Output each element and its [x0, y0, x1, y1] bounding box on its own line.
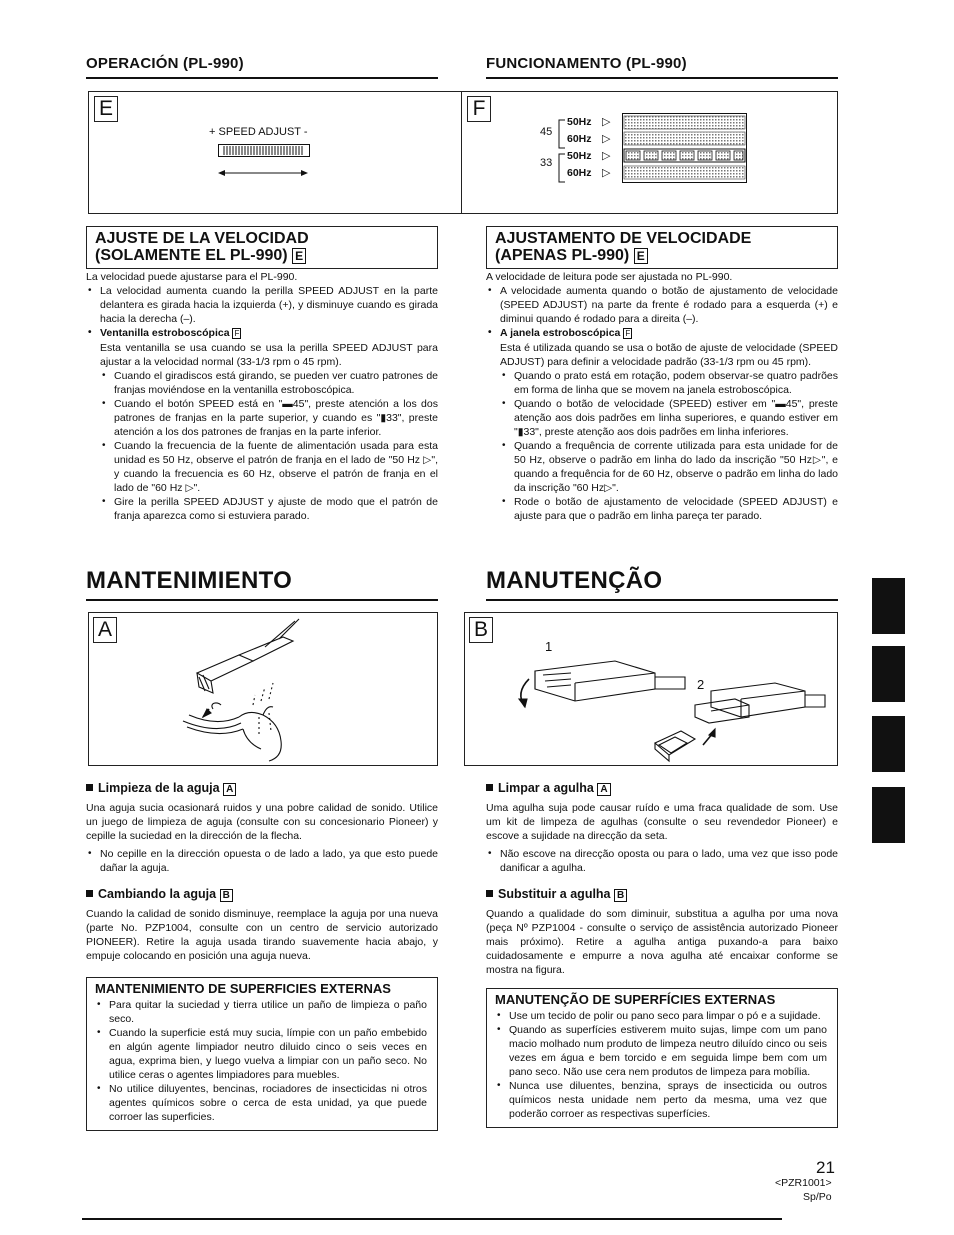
- hz-label-1: 50Hz: [567, 116, 592, 128]
- pt-speed-bullet: • A velocidade aumenta quando o botão de ajustamento de velocidade (SPEED ADJUST) na parte da frente é rodado para a esquerda (+) e diminui quando é rodado para a direita (–).: [486, 284, 838, 326]
- es-clean-bullet: • No cepille en la dirección opuesta o de lado a lado, ya que esto puede dañar la aguja.: [86, 847, 438, 875]
- es-speed-heading-line1: AJUSTE DE LA VELOCIDAD: [95, 230, 309, 247]
- es-strobe-text: Esta ventanilla se usa cuando se usa la perilla SPEED ADJUST para ajustar a la velocidad normal (33-1/3 rpm o 45 rpm).: [100, 342, 438, 368]
- figure-e-tag: E: [94, 96, 118, 122]
- es-speed-heading: [86, 226, 438, 269]
- stylus-cleaning-illustration: [169, 617, 369, 763]
- arrow-icon: ▷: [602, 167, 611, 179]
- document-code: <PZR1001>: [775, 1177, 832, 1189]
- es-speed-heading-line2: (SOLAMENTE EL PL-990) E: [95, 247, 429, 265]
- speed-45-label: 45: [540, 126, 553, 138]
- es-maintenance-rule: [86, 599, 438, 601]
- pt-change-heading: Substituir a agulha B: [486, 887, 838, 903]
- figure-ref-e: E: [634, 248, 648, 264]
- es-external-title: MANTENIMIENTO DE SUPERFICIES EXTERNAS: [95, 981, 391, 996]
- pt-external-item: • Nunca use diluentes, benzina, sprays de insecticida ou outros químicos nesta unidade nem perto da mesma, uma vez que poderão corroer as respectivas superfícies.: [495, 1079, 827, 1121]
- speed-brackets: [555, 118, 567, 184]
- speed-adjust-knob-icon: [218, 143, 310, 179]
- pt-maintenance-body: [486, 781, 838, 977]
- pt-external-item: • Quando as superfícies estiverem muito sujas, limpe com um pano macio molhado num produto de limpeza neutro diluído cinco ou seis vezes em água e bem torcido e em seguida limpe bem com um pano seco. Não use cera nem produtos de limpeza para mobília.: [495, 1023, 827, 1079]
- pt-speed-intro: A velocidade de leitura pode ser ajustada no PL-990.: [486, 271, 733, 283]
- pt-speed-heading: [486, 226, 838, 269]
- pt-strobe-item: • Rode o botão de ajustamento de velocidade (SPEED ADJUST) e ajuste para que o padrão em linha pareça ter parado.: [486, 495, 838, 523]
- figure-divider: [461, 92, 462, 213]
- figure-a-panel: [88, 612, 438, 766]
- figure-b-panel: [464, 612, 838, 766]
- figure-ref-f: F: [234, 329, 240, 338]
- es-strobe-item: • Cuando el giradiscos está girando, se pueden ver cuatro patrones de franjas moviéndose en la ventanilla estroboscópica.: [86, 369, 438, 397]
- es-strobe-label: • Ventanilla estroboscópica F: [86, 326, 438, 341]
- es-strobe-item: • Gire la perilla SPEED ADJUST y ajuste de modo que el patrón de franja aparezca como si estuviera parado.: [86, 495, 438, 523]
- header-right-title: FUNCIONAMENTO (PL-990): [486, 55, 687, 72]
- es-maintenance-title: MANTENIMIENTO: [86, 567, 293, 594]
- pt-change-text: Quando a qualidade do som diminuir, substitua a agulha por uma nova (peça Nº PZP1004 - consulte o serviço de assistência autorizado Pioneer mais próximo). Retire a agulha antiga puxando-a para baixo cuidadosamente e empurre a nova agulha até encaixar conforme se mostra na figura.: [486, 908, 838, 976]
- header-rule-right: [486, 77, 838, 79]
- es-external-item: • No utilice diluyentes, bencinas, rociadores de insecticidas ni otros agentes químicos sobre o cerca de esta unidad, ya que puede corroer las superficies.: [95, 1082, 427, 1124]
- figure-b-tag: B: [469, 617, 493, 643]
- arrow-icon: ▷: [602, 150, 611, 162]
- thumb-index-mark: [872, 646, 905, 702]
- strobe-window-icon: [622, 113, 747, 183]
- pt-clean-text: Uma agulha suja pode causar ruído e uma fraca qualidade de som. Use um kit de limpeza de agulhas (consulte o seu revendedor Pioneer) e escove a sujidade na direcção da seta.: [486, 802, 838, 842]
- es-strobe-item: • Cuando el botón SPEED está en "▬45", preste atención a los dos patrones de franjas en la parte superior, y cuando es "▮33", preste atención a los dos patrones de franjas en la parte inferior.: [86, 397, 438, 439]
- hz-label-2: 60Hz: [567, 133, 592, 145]
- es-change-text: Cuando la calidad de sonido disminuye, reemplace la aguja por una nueva (parte No. PZP1004, consulte con un centro de servicio autorizado PIONEER). Retire la aguja usada tirando suavemente hacia abajo, y empuje colocando en posición una aguja nueva.: [86, 908, 438, 962]
- figure-panel-ef: [88, 91, 838, 214]
- pt-external-item: • Use um tecido de polir ou pano seco para limpar o pó e a sujidade.: [495, 1009, 827, 1023]
- stylus-replacement-illustration: [505, 659, 835, 765]
- es-clean-text: Una aguja sucia ocasionará ruidos y una pobre calidad de sonido. Utilice un juego de limpieza de aguja (consulte con su concesionario Pioneer) y cepille la suciedad en la dirección de la flecha.: [86, 802, 438, 842]
- es-speed-body: [86, 270, 438, 523]
- es-change-heading: Cambiando la aguja B: [86, 887, 438, 903]
- es-clean-heading: Limpieza de la aguja A: [86, 781, 438, 797]
- pt-external-box: [486, 988, 838, 1128]
- es-external-box: [86, 977, 438, 1131]
- arrow-icon: ▷: [602, 116, 611, 128]
- pt-speed-heading-line2: (APENAS PL-990) E: [495, 247, 829, 265]
- pt-strobe-text: Esta é utilizada quando se usa o botão de ajuste de velocidade (SPEED ADJUST) para definir a velocidade padrão (33-1/3 rpm ou 45 rpm).: [500, 342, 838, 368]
- es-strobe-item: • Cuando la frecuencia de la fuente de alimentación usada para esta unidad es 50 Hz, observe el patrón de franja en el lado de "50 Hz ▷", y cuando la frecuencia es 60 Hz, observe el patrón de franja en el lado de "60 Hz ▷".: [86, 439, 438, 495]
- arrow-icon: ▷: [602, 133, 611, 145]
- figure-ref-e: E: [292, 248, 306, 264]
- pt-strobe-item: • Quando o botão de velocidade (SPEED) estiver em "▬45", preste atenção aos dois padrões em linha superiores, e quando estiver em "▮33", preste atenção aos dois padrões em linha inferiores.: [486, 397, 838, 439]
- figure-a-tag: A: [93, 617, 117, 643]
- pt-speed-heading-line1: AJUSTAMENTO DE VELOCIDADE: [495, 230, 752, 247]
- header-rule-left: [86, 77, 438, 79]
- header-left-title: OPERACIÓN (PL-990): [86, 55, 244, 72]
- figure-ref-a: A: [223, 783, 236, 796]
- pt-clean-bullet: • Não escove na direcção oposta ou para o lado, uma vez que isso pode danificar a agulha.: [486, 847, 838, 875]
- hz-label-4: 60Hz: [567, 167, 592, 179]
- es-external-item: • Para quitar la suciedad y tierra utilice un paño de limpieza o paño seco.: [95, 998, 427, 1026]
- language-code: Sp/Po: [803, 1191, 832, 1203]
- figure-ref-b: B: [220, 889, 233, 902]
- figure-ref-b: B: [614, 889, 627, 902]
- figure-f-tag: F: [467, 96, 491, 122]
- thumb-index-mark: [872, 787, 905, 843]
- pt-speed-body: [486, 270, 838, 523]
- figure-ref-f: F: [625, 329, 631, 338]
- es-speed-bullet: • La velocidad aumenta cuando la perilla SPEED ADJUST en la parte delantera es girada hacia la izquierda (+), y disminuye cuando es girada hacia la derecha (–).: [86, 284, 438, 326]
- pt-strobe-item: • Quando o prato está em rotação, podem observar-se quatro padrões em forma de linha que se movem na janela estroboscópica.: [486, 369, 838, 397]
- pt-maintenance-title: MANUTENÇÃO: [486, 567, 663, 594]
- thumb-index-mark: [872, 578, 905, 634]
- es-external-item: • Cuando la superficie está muy sucia, límpie con un paño embebido en algún agente limpiador neutro diluido cinco o seis veces en agua, exprima bien, y luego vuelva a limpiar con un paño seco. No utilice ceras o agentes limpiadores para muebles.: [95, 1026, 427, 1082]
- pt-external-title: MANUTENÇÃO DE SUPERFÍCIES EXTERNAS: [495, 992, 776, 1007]
- step-1-label: 1: [545, 639, 553, 654]
- pt-strobe-label: • A janela estroboscópica F: [486, 326, 838, 341]
- step-2-label: 2: [697, 677, 705, 692]
- figure-ref-a: A: [597, 783, 610, 796]
- page-number: 21: [816, 1158, 835, 1177]
- hz-label-3: 50Hz: [567, 150, 592, 162]
- footer-rule: [82, 1218, 782, 1220]
- speed-33-label: 33: [540, 157, 553, 169]
- pt-maintenance-rule: [486, 599, 838, 601]
- es-speed-intro: La velocidad puede ajustarse para el PL-990.: [86, 271, 298, 283]
- thumb-index-mark: [872, 716, 905, 772]
- speed-adjust-label: + SPEED ADJUST -: [209, 126, 308, 138]
- pt-strobe-item: • Quando a frequência de corrente utilizada para esta unidade for de 50 Hz, observe o padrão em linha do lado da inscrição "50 Hz▷", e quando a frequência for de 60 Hz, observe o padrão em linha do lado da inscrição "60 Hz▷".: [486, 439, 838, 495]
- pt-clean-heading: Limpar a agulha A: [486, 781, 838, 797]
- es-maintenance-body: [86, 781, 438, 963]
